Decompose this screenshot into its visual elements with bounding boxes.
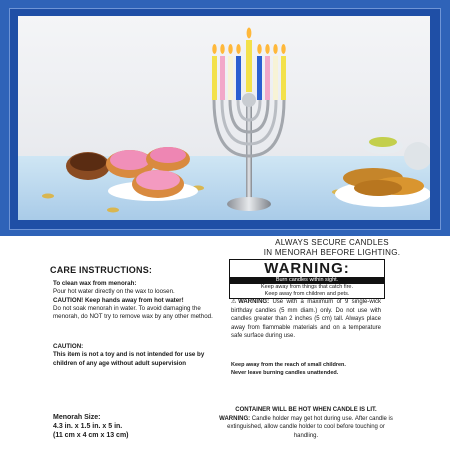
caution-section bbox=[53, 343, 213, 368]
warning-title: WARNING: bbox=[264, 260, 350, 277]
caution2-heading: CAUTION: bbox=[53, 343, 84, 350]
size-in: 4.3 in. x 1.5 in. x 5 in. bbox=[53, 422, 123, 430]
warning-sub: Burn candles within sight. bbox=[230, 277, 384, 284]
warning-para-lead: WARNING: bbox=[238, 299, 270, 305]
warning-para-rest: Use with a maximum of 9 single-wick birthday candles (5 mm diam.) only. Do not use with candles greater than 2 inches (5 cm) tall. Always place away from flammable materials and on a temperature safe surface during use. bbox=[231, 299, 381, 339]
warning-triangle-icon: ⚠ bbox=[231, 299, 239, 305]
caution2-text: This item is not a toy and is not intended for use by children of any age without adult supervision bbox=[53, 351, 205, 367]
secure-line2: IN MENORAH BEFORE LIGHTING. bbox=[263, 248, 401, 257]
bold-line1: Keep away from the reach of small children. bbox=[231, 362, 346, 368]
container-line1: CONTAINER WILL BE HOT WHEN CANDLE IS LIT. bbox=[235, 407, 377, 413]
care-instructions bbox=[53, 280, 213, 321]
child-safety-notice bbox=[231, 362, 381, 377]
clean-text: Pour hot water directly on the wax to loosen. bbox=[53, 288, 175, 296]
secure-notice bbox=[232, 238, 432, 258]
warning-paragraph bbox=[231, 298, 381, 341]
secure-line1: ALWAYS SECURE CANDLES bbox=[275, 238, 389, 247]
size-label: Menorah Size: bbox=[53, 414, 101, 421]
caution-text: Do not soak menorah in water. To avoid damaging the menorah, do NOT try to remove wax by any other method. bbox=[53, 304, 213, 321]
warning-line3: Keep away from children and pets. bbox=[264, 291, 350, 297]
container-rest: Candle holder may get hot during use. After candle is extinguished, allow candle holder to cool before touching or handling. bbox=[227, 415, 393, 439]
warning-line2: Keep away from things that catch fire. bbox=[260, 284, 354, 290]
menorah-photo bbox=[18, 16, 430, 220]
care-title: CARE INSTRUCTIONS: bbox=[50, 265, 153, 275]
clean-heading: To clean wax from menorah: bbox=[53, 280, 137, 287]
size-cm: (11 cm x 4 cm x 13 cm) bbox=[53, 431, 129, 439]
container-hot-notice bbox=[216, 406, 396, 440]
menorah-size bbox=[53, 414, 213, 440]
menorah-scene-icon bbox=[18, 16, 430, 220]
warning-box bbox=[229, 259, 385, 299]
caution-bold: CAUTION! Keep hands away from hot water! bbox=[53, 296, 184, 304]
container-rest-lead: WARNING: bbox=[219, 415, 251, 422]
bold-line2: Never leave burning candles unattended. bbox=[231, 369, 339, 376]
